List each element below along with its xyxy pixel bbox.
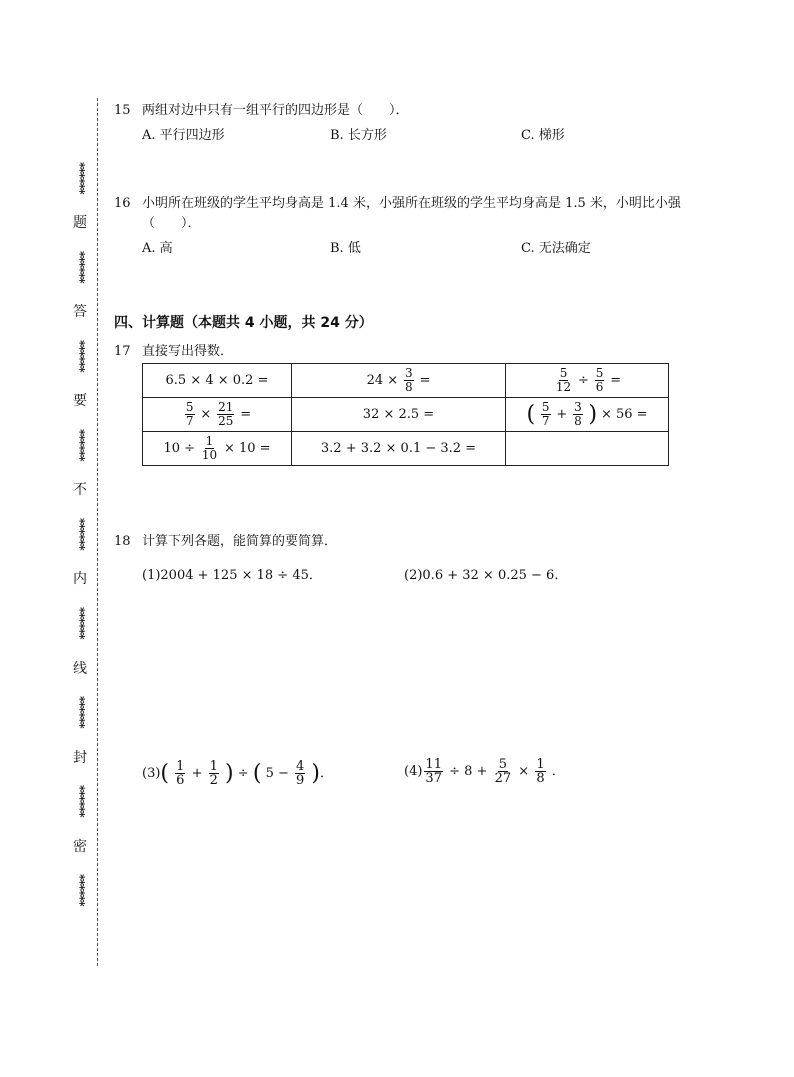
question-16-line2: （ ）．	[142, 216, 201, 231]
expression: × 56 =	[600, 407, 648, 422]
problem-2: (2)0.6 + 32 × 0.25 − 6．	[404, 568, 568, 583]
denominator: 37	[425, 771, 442, 786]
paren: (	[252, 761, 262, 786]
expression: 32 × 2.5 =	[362, 407, 435, 422]
table-cell	[143, 398, 292, 432]
problem-4	[404, 758, 565, 785]
numerator: 4	[296, 759, 305, 774]
operator: ÷	[578, 373, 589, 388]
denominator: 12	[555, 380, 572, 394]
table-cell	[292, 364, 506, 398]
denominator: 7	[185, 414, 194, 428]
fraction	[424, 758, 443, 785]
question-16	[114, 195, 681, 213]
margin-stars: ******	[73, 429, 87, 461]
problem-label: (3)	[142, 766, 161, 781]
problem-label: (4)	[404, 764, 423, 779]
denominator: 8	[536, 771, 545, 786]
margin-stars: ******	[73, 874, 87, 906]
fraction	[494, 758, 513, 785]
margin-stars: ******	[73, 696, 87, 728]
fraction	[185, 401, 195, 428]
denominator: 6	[176, 773, 185, 788]
denominator: 8	[574, 414, 582, 428]
expression: × 10 =	[223, 441, 271, 456]
margin-char: 内	[73, 571, 87, 588]
denominator: 25	[218, 414, 234, 428]
numerator: 1	[536, 757, 545, 772]
numerator: 1	[205, 434, 214, 448]
table-cell	[506, 398, 669, 432]
operator: ×	[200, 407, 212, 422]
fraction	[175, 760, 185, 787]
numerator: 21	[218, 400, 234, 414]
question-18	[114, 533, 337, 551]
margin-stars: ******	[73, 162, 87, 194]
denominator: 9	[296, 773, 305, 788]
table-cell	[143, 364, 292, 398]
question-number: 17	[114, 344, 131, 359]
question-text: 计算下列各题，能简算的要简算．	[142, 534, 338, 549]
numerator: 3	[574, 400, 582, 414]
numerator: 5	[595, 366, 604, 380]
binding-margin-text	[68, 162, 92, 906]
fraction	[573, 401, 583, 428]
binding-dashed-line	[97, 98, 98, 966]
margin-char: 题	[73, 215, 87, 232]
margin-char: 封	[73, 749, 87, 766]
denominator: 10	[201, 448, 218, 462]
option-c[interactable]: C. 无法确定	[521, 241, 591, 256]
denominator: 27	[494, 771, 512, 786]
question-text: 直接写出得数．	[142, 344, 234, 359]
operator: =	[610, 373, 622, 388]
fraction	[595, 367, 605, 394]
operator: ×	[518, 764, 530, 779]
numerator: 1	[209, 759, 218, 774]
table-row	[143, 364, 669, 398]
question-number: 15	[114, 103, 131, 118]
question-15	[114, 102, 409, 120]
question-text: 小明所在班级的学生平均身高是 1.4 米，小强所在班级的学生平均身高是 1.5 米，小明比小强	[142, 196, 681, 211]
numerator: 3	[405, 366, 413, 380]
option-c[interactable]: C. 梯形	[521, 128, 565, 143]
expression: 24 ×	[366, 373, 399, 388]
numerator: 5	[541, 400, 550, 414]
margin-char: 线	[73, 660, 87, 677]
operator: =	[240, 407, 252, 422]
margin-char: 密	[73, 838, 87, 855]
option-b[interactable]: B. 低	[330, 241, 361, 256]
table-cell	[506, 432, 669, 466]
margin-stars: ******	[73, 518, 87, 550]
margin-stars: ******	[73, 607, 87, 639]
numerator: 5	[185, 400, 194, 414]
table-cell	[292, 432, 506, 466]
denominator: 2	[209, 773, 218, 788]
question-17	[114, 343, 233, 361]
margin-char: 不	[73, 482, 87, 499]
margin-char: 答	[73, 304, 87, 321]
expression: =	[419, 373, 431, 388]
option-a[interactable]: A. 高	[142, 241, 173, 256]
expression: 10 ÷	[163, 441, 196, 456]
fraction	[295, 760, 305, 787]
numerator: 5	[498, 757, 507, 772]
paren: )	[225, 761, 234, 786]
margin-stars: ******	[73, 340, 87, 372]
fraction	[535, 758, 545, 785]
calculation-table	[142, 363, 669, 466]
expression: 3.2 + 3.2 × 0.1 − 3.2 =	[320, 441, 477, 456]
numerator: 5	[559, 366, 568, 380]
fraction	[555, 367, 572, 394]
table-row	[143, 398, 669, 432]
question-number: 16	[114, 196, 131, 211]
fraction	[209, 760, 219, 787]
expression: 6.5 × 4 × 0.2 =	[165, 373, 269, 388]
option-a[interactable]: A. 平行四边形	[142, 128, 225, 143]
paren: (	[160, 761, 170, 786]
fraction	[404, 367, 414, 394]
numerator: 11	[425, 757, 442, 772]
margin-stars: ******	[73, 785, 87, 817]
table-cell	[506, 364, 669, 398]
period: ．	[320, 766, 334, 781]
margin-stars: ******	[73, 251, 87, 283]
section-title: 四、计算题（本题共 4 小题，共 24 分）	[114, 315, 373, 331]
operator: +	[556, 407, 568, 422]
paren: (	[526, 402, 536, 427]
fraction	[201, 435, 218, 462]
problem-3	[142, 760, 333, 787]
option-b[interactable]: B. 长方形	[330, 128, 387, 143]
table-cell	[143, 432, 292, 466]
operator: +	[191, 766, 203, 781]
fraction	[541, 401, 551, 428]
fraction	[217, 401, 234, 428]
problem-1: (1)2004 + 125 × 18 ÷ 45．	[142, 568, 322, 583]
paren: )	[588, 402, 598, 427]
question-text: 两组对边中只有一组平行的四边形是（ ）．	[142, 103, 409, 118]
numerator: 1	[176, 759, 185, 774]
margin-char: 要	[73, 393, 87, 410]
table-row	[143, 432, 669, 466]
operator: ÷	[237, 766, 249, 781]
period: ．	[551, 764, 565, 779]
expression: 5 −	[265, 766, 289, 781]
denominator: 7	[541, 414, 550, 428]
table-cell	[292, 398, 506, 432]
denominator: 6	[595, 380, 604, 394]
expression: ÷ 8 +	[449, 764, 488, 779]
question-number: 18	[114, 534, 131, 549]
denominator: 8	[405, 380, 413, 394]
paren: )	[311, 761, 321, 786]
